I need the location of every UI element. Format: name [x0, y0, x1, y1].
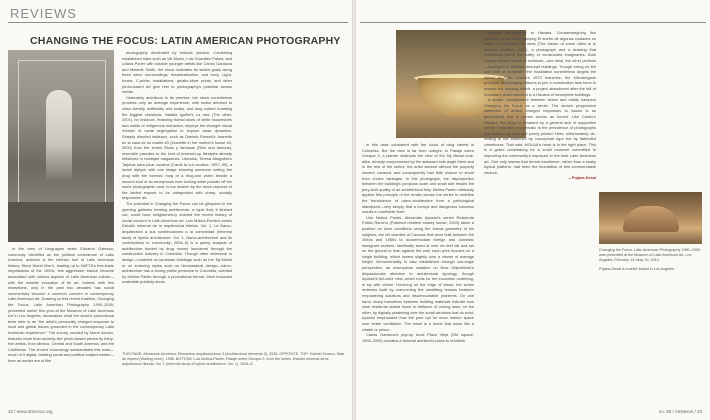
author-credit: —Pujana Desai	[567, 175, 596, 181]
column-2-text-a: photography dominated by folkloric lyricism. Combining established stars such as Vik Muniz, Luis González Palma, and Liliana Porter with notable younger artists like Carlos Garaicoa and Melanie Smith, the show motivates its stated goals along three axes: surroundings, theatricalization, and irony. Light-boxes, C-prints, installations, gelatin-silver prints, and other photo-based art give rein to photography's potential across media.	[122, 50, 232, 95]
column-2-text-c: The potential in Changing the Focus can be glimpsed in the opening galleries treating architecture, a topic that, if fleshed out, could have enlightened-ly charted the recent history of social concern in Latin American art. Luis Molina-Pantin's series Estudio informal de la arquitectura hibrida. Vol. 1, La Narco-arquitectura a sus contribuciones a la comunidad (Informal study of hybrid architecture. Vol. 1, Narco-architecture and its contributions to community; 2004–5) is a quirky analysis of architecture funded by drug money laundered through the construction industry in Colombia. Though often whimsical in design—modeled on landmark buildings such as the Taj Mahal or on enduring styles such as Neoclassical design—narco-architecture has a strong public presence in Colombia, overlaid by Molina Pantin through a promotional format: think muscular realestate publicity shots.	[122, 201, 232, 285]
article-column-2	[122, 50, 232, 285]
photo-caption: THIS PAGE: Alexandre Arrechea, Elementos arquitectónicos 3 (Architectural elements 3), 2005. OPPOSITE, TOP: Gabriel Orozco, Sala de espera (Waiting room), 1998. BOTTOM: Luis Molina-Pantin, Pasaje sobre Dunque 3, from the series, Estudio informal de la arquitectura hibrida. Vol. 1 (Informal study of hybrid architecture. Vol. 1), 2004–5.	[122, 352, 344, 367]
column-1-text: In the view of Uruguayan writer Eduardo Galeano, commonly identified as the political conscience of Latin America, activism is the intrinsic fuel of Latin American history. Since World War II, leading up to NAFTA's free-trade negotiations of the 1990s, this aggressive stance became associated with various aspects of Latin American culture—with the notable exception of its art. Indeed, with few exceptions, only in the past two decades has social commentary become a common concern in contemporary Latin American art. Drawing on this recent tradition, Changing the Focus: Latin American Photography 1990–2005, presented earlier this year at the Museum of Latin American Art in Los Angeles, showcases what the show's promotional texts refer to as "the artist's personally charged response to local and global issues grounded in the contemporary Latin American experience." The survey, curated by Idurre Alonso, features more than seventy-five photo-based pieces by thirty-five artists, from Mexico, Central and South America, and the Caribbean. The show's chronology substantiates this work—much of it digital, tackling social and political subject matter—from an earlier era of film	[8, 246, 114, 363]
header-rule	[8, 22, 348, 23]
article-column-1	[8, 246, 114, 363]
column-3-text-c: Carlos Garaicoa's pop-up book Plaza Vieja (Old square; 1994–2005) contains a fictional architect's plans to refurbish	[362, 332, 474, 343]
footer-left: 32 / www.artnexus.org	[8, 409, 53, 414]
column-2-text-b: Ostensibly ambitious in its premise, the show nonetheless provides only an average experience, with works devoted to class identity, artificiality and reality, and drug culture boasting the biggest chestnuts. Natalia Iguiñiz's La otra (The other, 2001), for instance, featuring frontal shots of white housewives and maids of indigenous extraction, deploys the stronger visual rhetoric of racial segregation to explore class dynamics. Sharply directed tableaux, such as Daniela Rossell's Jeanette en la casa de su madre #3 (Jeanette in her mother's house #3, 2002) from the series Ricas y famosas (Rich and famous), resemble parodies to the kind of preened-up lifestyles already fetishized in boutique magazines. Likewise, Teresa Margolles's Tarjetas para picar cocaína (Cards to cut cocaine; 1997–99), a lavish diptych with one image showing someone cutting the drug with the forensic mug of a drug-war victim beside a second shot of an anonymous man looking white powder off the same photographic card, is too shaken by the stock raciness of the fabled exposé to be categorized with sharp, socially responsive art.	[122, 94, 232, 201]
exhibition-note: Changing the Focus: Latin American Photography 1990–2005 was presented at the Museum of Latin American Art, Los Angeles, February 14–May 10, 2010.	[599, 248, 700, 263]
header-rule-right	[360, 22, 706, 23]
architecture-photo	[599, 192, 702, 244]
column-3-text-a: In this case consistent with the cloud of drug cartels in Colombia. But the view is far from outright. In Pasaje sobre Dunque 3, a planter obstructs the view of the Taj Mahal look-alike, already compromised by the awkward side angle there and in the rest of the series; the artist worked without the property owners' consent, and consequently had little chance to shoot from choice vantages. In this photograph, the disproportion between the building's pompous scale and small size results the jerry-built quality of an architectural folly. Molina Pantin ruthlessly applies this principle of the erratic across the series to redefine the fraudulence of narco-architecture from a pathological standpoint—very simply, that a corrupt and dangerous business results in unreliable form.	[362, 142, 474, 215]
column-3-text-b: Like Molina Pantin, Alexander Apóstol's series Residente Pulido Rancho (Polished resident shanty house; 2003) takes a position on slum conditions using the formal geometry of his subjects, the hill shanties of Caracas that were built between the 1940s and 1950s to accommodate foreign and domestic immigrant workers. Identically sized at over six feet tall and set on the ground to lean against the wall, each print focuses on a single building, which towers slightly over a viewer of average height. Monumentality is also established through low-angle perspective, an obsequious variation on New Objectivism's dispassionate attention to architectural typology, though Apóstol's full-color view, which roots for the economic underdog, is sly with charm. Hovering on the edge of views, the series redeems itself by overcoming the unsettling tension between empowering solutions and insurmountable problems. On one hand, sharp transitions between building materials indicate how slum residents added floors in defiance of zoning laws; on the other, by digitally plastering over the small windows that do exist, Apóstol emphasizes how the poor opt for more interior space over better ventilation. The result is a home that looks like a citadel or prison.	[362, 214, 474, 332]
author-bio: Pujana Desai is a writer based in Los Angeles.	[599, 266, 675, 271]
photo-floor	[8, 202, 114, 242]
sculpture-figure	[46, 90, 72, 180]
column-4-text-a: heritage architecture in Havana. Counterweighing this optimism is his accompanying El sueño de algunas ciudades es llegar a convertirse en otras (The dream of some cities is to become another, 2001), a photograph and a drawing that collectively damn the frailty of constructed imaginaries. Both images present views of solutions—one ideal, the other perilous—employed to stabilize decrepit buildings. Though erring on the cool side of moderate, the installation nonetheless targets the failure of Fidel Castro's 1970 branches, the Microbrigade proposal, encouraging citizens to join a construction task force to resolve the housing deficit, a project abandoned after the fall of Socialism, which resulted in a Havana of incomplete buildings.	[484, 30, 596, 97]
section-header: REVIEWS	[10, 6, 77, 21]
footer-right: no. 80 / ArtNexus / 33	[658, 409, 702, 414]
article-title: CHANGING THE FOCUS: LATIN AMERICAN PHOTOGRAPHY	[30, 35, 341, 47]
sculpture-photo	[8, 50, 114, 242]
article-column-4	[484, 30, 596, 181]
article-column-3	[362, 142, 474, 343]
side-caption-box	[599, 248, 702, 272]
dome-shape	[623, 206, 679, 232]
column-4-text-b: A similar misalignment between desire and reality hampers Changing the Focus as a whole. The show's progressive statement of artists' charged responses to issues is as generalized that it comes across as forced. Like Castro's Havana, the show is thwarted by a general lack of supportive merits. Especially problematic is the prevalence of photographs that look poorly shot and poorly printed. Here, unfortunately, de-skilling is not balanced by conceptual rigor but by flatfooted cheekiness. That said, MOLAA's heart is in the right place. This is a grand undertaking for a small museum committed to improving the community's exposure to the best Latin American art. One only wishes that formal excellence, rather than a shaky topical platform, had been the foundation of this commendable venture.	[484, 97, 596, 175]
